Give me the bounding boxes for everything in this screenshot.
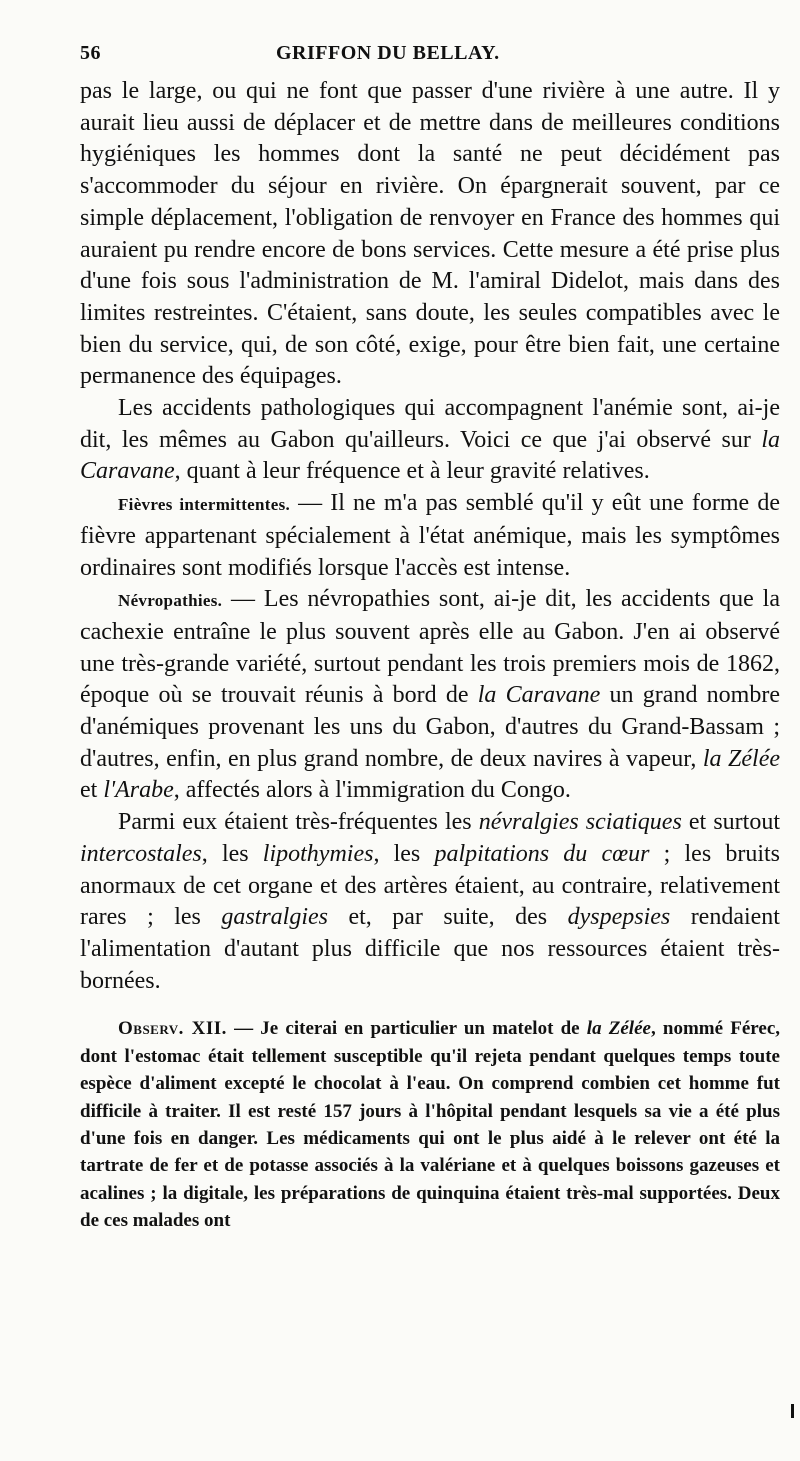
- page-edge-mark: [791, 1404, 794, 1418]
- running-title: GRIFFON DU BELLAY.: [276, 42, 500, 64]
- page-header: [80, 42, 780, 76]
- paragraph-neuropathies: Névropathies. — Les névropathies sont, ai-je dit, les accidents que la cachexie entraîne le plus souvent après elle au Gabon. J'en ai observé une très-grande variété, surtout pendant les trois premiers mois de 1862, époque où se trouvait réunis à bord de la Caravane un grand nombre d'anémiques provenant les uns du Gabon, d'autres du Grand-Bassam ; d'autres, enfin, en plus grand nombre, de deux navires à vapeur, la Zélée et l'Arabe, affectés alors à l'immigration du Congo.: [80, 586, 781, 804]
- section-heading-neuropathies: Névropathies.: [118, 591, 223, 611]
- page-number: 56: [80, 42, 101, 64]
- paragraph-continuation: pas le large, ou qui ne font que passer d'une rivière à une autre. Il y aurait lieu aussi de déplacer et de mettre dans de meilleures conditions hygiéniques les hommes dont la santé ne peut décidément pas s'accommoder du séjour en rivière. On épargnerait souvent, par ce simple déplacement, l'obligation de renvoyer en France des hommes qui auraient pu rendre encore de bons services. Cette mesure a été prise plus d'une fois sous l'administration de M. l'amiral Didelot, mais dans des limites restreintes. C'étaient, sans doute, les seules compatibles avec le bien du service, qui, de son côté, exige, pour être bien fait, une certaine permanence des équipages.: [80, 78, 780, 390]
- section-heading-fevers: Fièvres intermittentes.: [118, 495, 291, 515]
- paragraph-symptoms: Parmi eux étaient très-fréquentes les névralgies sciatiques et surtout intercostales, les lipothymies, les palpitations du cœur ; les bruits anormaux de cet organe et des artères étaient, au contraire, relativement rares ; les gastralgies et, par suite, des dyspepsies rendaient l'alimentation d'autant plus difficile que nos ressources étaient très-bornées.: [80, 809, 780, 994]
- paragraph-fevers: Fièvres intermittentes. — Il ne m'a pas semblé qu'il y eût une forme de fièvre appartenant spécialement à l'état anémique, mais les symptômes ordinaires sont modifiés lorsque l'accès est intense.: [80, 490, 780, 581]
- paragraph-pathology: Les accidents pathologiques qui accompagnent l'anémie sont, ai-je dit, les mêmes au Gabon qu'ailleurs. Voici ce que j'ai observé sur la Caravane, quant à leur fréquence et à leur gravité relatives.: [80, 395, 780, 485]
- body-text: [80, 76, 780, 997]
- observation-label: Observ. XII.: [118, 1018, 227, 1040]
- book-page: [80, 42, 780, 1235]
- observation-note: Observ. XII. — Je citerai en particulier un matelot de la Zélée, nommé Férec, dont l'estomac était tellement susceptible qu'il rejeta pendant quelques temps toute espèce d'aliment excepté le chocolat à l'eau. On comprend combien cet homme fut difficile à traiter. Il est resté 157 jours à l'hôpital pendant lesquels sa vie a été plus d'une fois en danger. Les médicaments qui ont le plus aidé à le relever ont été la tartrate de fer et de potasse associés à la valériane et à quelques boissons gazeuses et acalines ; la digitale, les préparations de quinquina étaient très-mal supportées. Deux de ces malades ont: [80, 1018, 781, 1232]
